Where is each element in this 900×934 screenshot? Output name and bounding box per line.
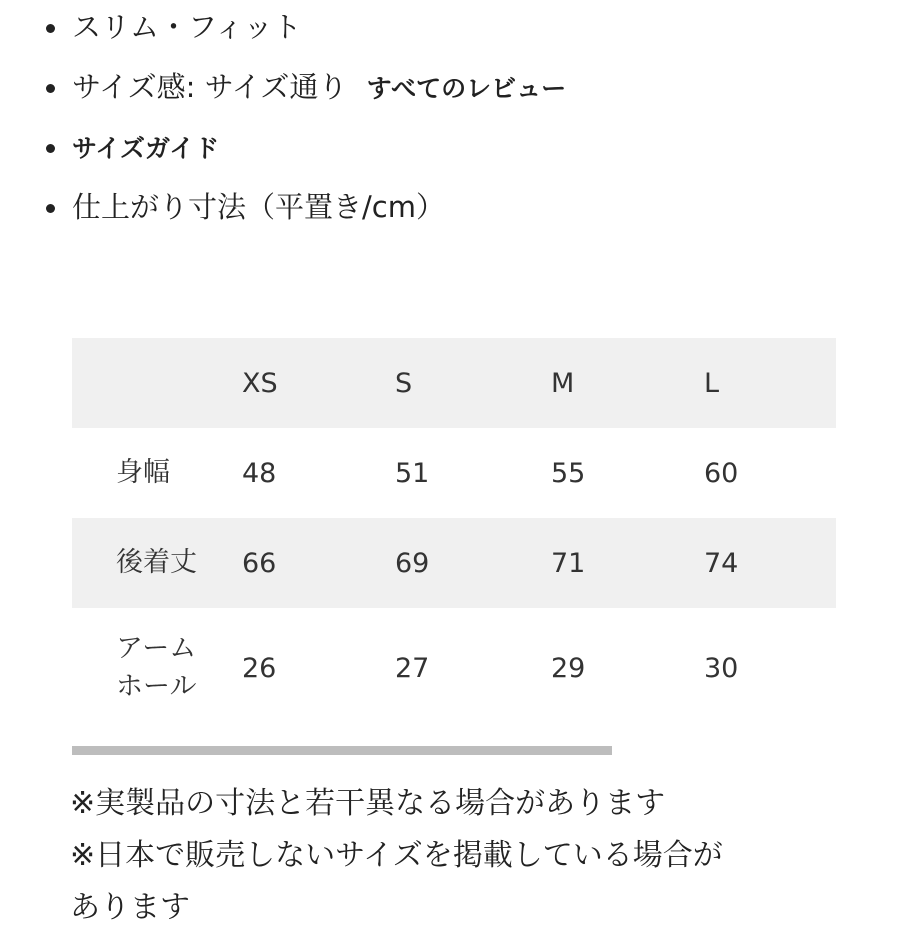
product-detail-list bbox=[40, 8, 566, 248]
row-label bbox=[72, 608, 242, 728]
all-reviews-link[interactable]: すべてのレビュー bbox=[366, 74, 567, 103]
table-cell: 30 bbox=[704, 652, 739, 684]
column-header: S bbox=[395, 367, 413, 399]
column-header: M bbox=[551, 367, 575, 399]
table-cell: 69 bbox=[395, 547, 430, 579]
bullet-dot bbox=[46, 24, 55, 33]
table-cell: 29 bbox=[551, 652, 586, 684]
column-header: L bbox=[704, 367, 720, 399]
fit-item bbox=[40, 8, 566, 68]
table-cell: 55 bbox=[551, 457, 586, 489]
size-feel-item bbox=[40, 68, 566, 128]
row-label-line: ホール bbox=[116, 671, 197, 702]
measurements-label: 仕上がり寸法（平置き/cm） bbox=[72, 190, 445, 224]
size-feel-text: サイズ感: サイズ通り bbox=[72, 70, 348, 104]
size-guide-item bbox=[40, 128, 566, 188]
note-line: ※実製品の寸法と若干異なる場合があります bbox=[70, 786, 666, 821]
bullet-dot bbox=[46, 204, 55, 213]
table-row bbox=[72, 608, 836, 728]
size-guide-link[interactable]: サイズガイド bbox=[72, 134, 220, 163]
table-cell: 51 bbox=[395, 457, 430, 489]
table-horizontal-scrollbar[interactable] bbox=[72, 746, 612, 755]
note-line: あります bbox=[70, 890, 190, 925]
table-cell: 48 bbox=[242, 457, 277, 489]
table-header-row bbox=[72, 338, 836, 428]
table-row bbox=[72, 518, 836, 608]
table-row bbox=[72, 428, 836, 518]
table-cell: 26 bbox=[242, 652, 277, 684]
fit-text: スリム・フィット bbox=[72, 10, 302, 44]
note-line: ※日本で販売しないサイズを掲載している場合が bbox=[70, 838, 723, 873]
size-chart-table bbox=[72, 338, 836, 728]
row-label: 後着丈 bbox=[116, 547, 197, 578]
table-cell: 71 bbox=[551, 547, 586, 579]
table-cell: 60 bbox=[704, 457, 739, 489]
measurements-item bbox=[40, 188, 566, 248]
bullet-dot bbox=[46, 84, 55, 93]
table-cell: 27 bbox=[395, 652, 430, 684]
bullet-dot bbox=[46, 144, 55, 153]
row-label: 身幅 bbox=[116, 457, 170, 488]
column-header: XS bbox=[242, 367, 278, 399]
table-cell: 74 bbox=[704, 547, 739, 579]
row-label-line: アーム bbox=[116, 633, 197, 664]
header-empty-cell bbox=[72, 338, 242, 428]
table-cell: 66 bbox=[242, 547, 277, 579]
size-notes bbox=[70, 778, 880, 934]
